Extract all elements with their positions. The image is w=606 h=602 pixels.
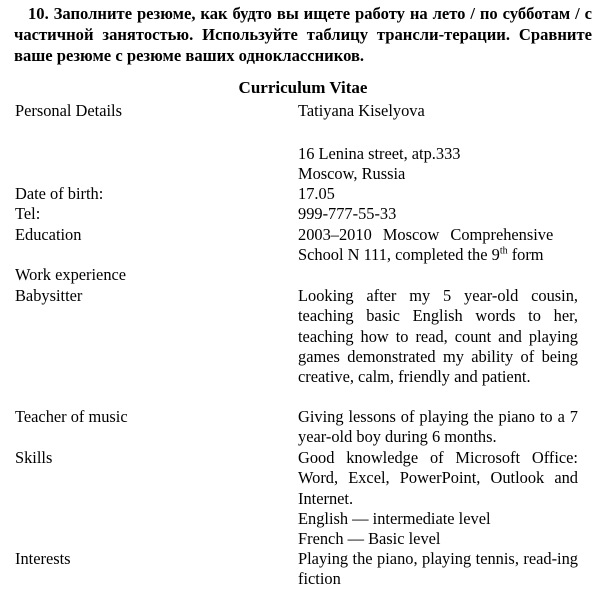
skills-value [298,448,578,549]
education-line-2 [298,245,578,265]
education-line-2-text: School N 111, completed the 9 [298,245,500,265]
work-experience-label: Work experience [15,265,127,284]
dob-label: Date of birth: [15,184,104,203]
interests-label: Interests [15,549,71,568]
skills-description: Good knowledge of Microsoft Office: Word, Excel, PowerPoint, Outlook and Internet. [298,448,578,508]
skills-french: French — Basic level [298,529,441,549]
music-teacher-label: Teacher of music [15,407,128,426]
babysitter-description: Looking after my 5 year-old cousin, teaching basic English words to her, teaching how to read, count and playing games demonstrated my ability of being creative, calm, friendly and patient. [298,286,578,387]
education-line-1: 2003–2010 Moscow Comprehensive [298,225,554,244]
tel-value-wrap [298,204,578,224]
address-line-2: Moscow, Russia [298,164,406,184]
education-label: Education [15,225,82,244]
babysitter-label: Babysitter [15,286,83,305]
dob-value: 17.05 [298,184,335,203]
cv-title: Curriculum Vitae [238,78,368,97]
education-line-2-end: form [507,245,544,265]
education-value [298,225,578,266]
tel-label: Tel: [15,204,41,223]
task-text: Заполните резюме, как будто вы ищете работу на лето / по субботам / с частичной занятостью. Используйте таблицу трансли-терации. Сравните ваше резюме с резюме ваших одноклассников. [14,4,592,65]
address-value [298,144,578,185]
address-line-1: 16 Lenina street, atp.333 [298,144,461,163]
skills-label: Skills [15,448,53,467]
skills-english: English — intermediate level [298,508,491,528]
tel-value: 999-777-55-33 [298,204,397,223]
education-ordinal-suffix: th [499,245,508,257]
dob-value-wrap [298,184,578,204]
person-name: Tatiyana Kiselyova [298,101,425,120]
task-number: 10. [28,4,49,23]
personal-details-label: Personal Details [15,101,122,120]
interests-description: Playing the piano, playing tennis, read-ing fiction [298,549,578,589]
task-instruction [14,3,592,66]
music-teacher-description: Giving lessons of playing the piano to a 7 year-old boy during 6 months. [298,407,578,447]
personal-details-value [298,101,578,121]
